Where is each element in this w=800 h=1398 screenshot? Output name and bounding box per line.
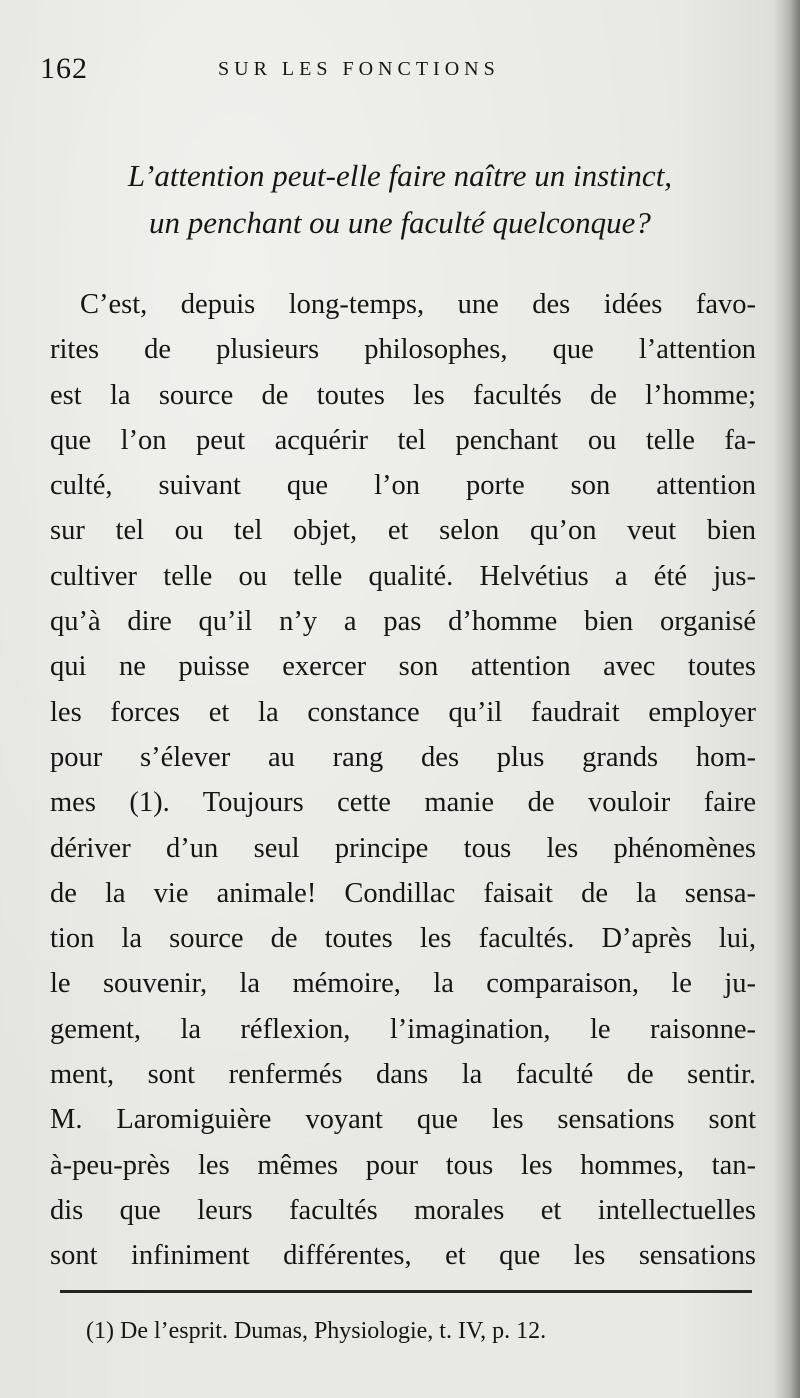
text-line: mes (1). Toujours cette manie de vouloir faire xyxy=(50,787,756,819)
text-line: M. Laromiguière voyant que les sensations sont xyxy=(50,1104,756,1136)
running-title: SUR LES FONCTIONS xyxy=(218,58,500,80)
heading-line: un penchant ou une faculté quelconque? xyxy=(149,205,651,240)
page-edge-shadow xyxy=(774,0,800,1398)
text-line: dis que leurs facultés morales et intellectuelles xyxy=(50,1194,756,1226)
footnote-rule xyxy=(60,1290,752,1293)
text-line: sont infiniment différentes, et que les sensations xyxy=(50,1240,756,1272)
text-line: C’est, depuis long-temps, une des idées favo- xyxy=(80,289,756,320)
section-heading xyxy=(40,152,760,246)
running-head xyxy=(40,52,760,92)
text-line: que l’on peut acquérir tel penchant ou telle fa- xyxy=(50,424,756,456)
page-number: 162 xyxy=(40,52,88,85)
text-line: tion la source de toutes les facultés. D’après lui, xyxy=(50,923,756,955)
text-line: est la source de toutes les facultés de l’homme; xyxy=(50,379,756,411)
footnote: (1) De l’esprit. Dumas, Physiologie, t. IV, p. 12. xyxy=(86,1318,547,1344)
text-line: de la vie animale! Condillac faisait de la sensa- xyxy=(50,877,756,909)
text-line: qui ne puisse exercer son attention avec toutes xyxy=(50,651,756,683)
text-line: gement, la réflexion, l’imagination, le raisonne- xyxy=(50,1013,756,1045)
text-line: pour s’élever au rang des plus grands hom- xyxy=(50,741,756,773)
text-line: ment, sont renfermés dans la faculté de sentir. xyxy=(50,1059,756,1091)
heading-line: L’attention peut-elle faire naître un instinct, xyxy=(127,158,673,193)
text-line: sur tel ou tel objet, et selon qu’on veut bien xyxy=(50,515,756,547)
text-line: le souvenir, la mémoire, la comparaison, le ju- xyxy=(50,968,756,1000)
text-line: cultiver telle ou telle qualité. Helvétius a été jus- xyxy=(50,560,756,592)
body-paragraph xyxy=(50,282,756,1279)
text-line: culté, suivant que l’on porte son attention xyxy=(50,470,756,502)
text-line: les forces et la constance qu’il faudrait employer xyxy=(50,696,756,728)
text-line: à-peu-près les mêmes pour tous les hommes, tan- xyxy=(50,1149,756,1181)
text-line: rites de plusieurs philosophes, que l’attention xyxy=(50,334,756,366)
text-line: dériver d’un seul principe tous les phénomènes xyxy=(50,832,756,864)
text-line: qu’à dire qu’il n’y a pas d’homme bien organisé xyxy=(50,606,756,638)
